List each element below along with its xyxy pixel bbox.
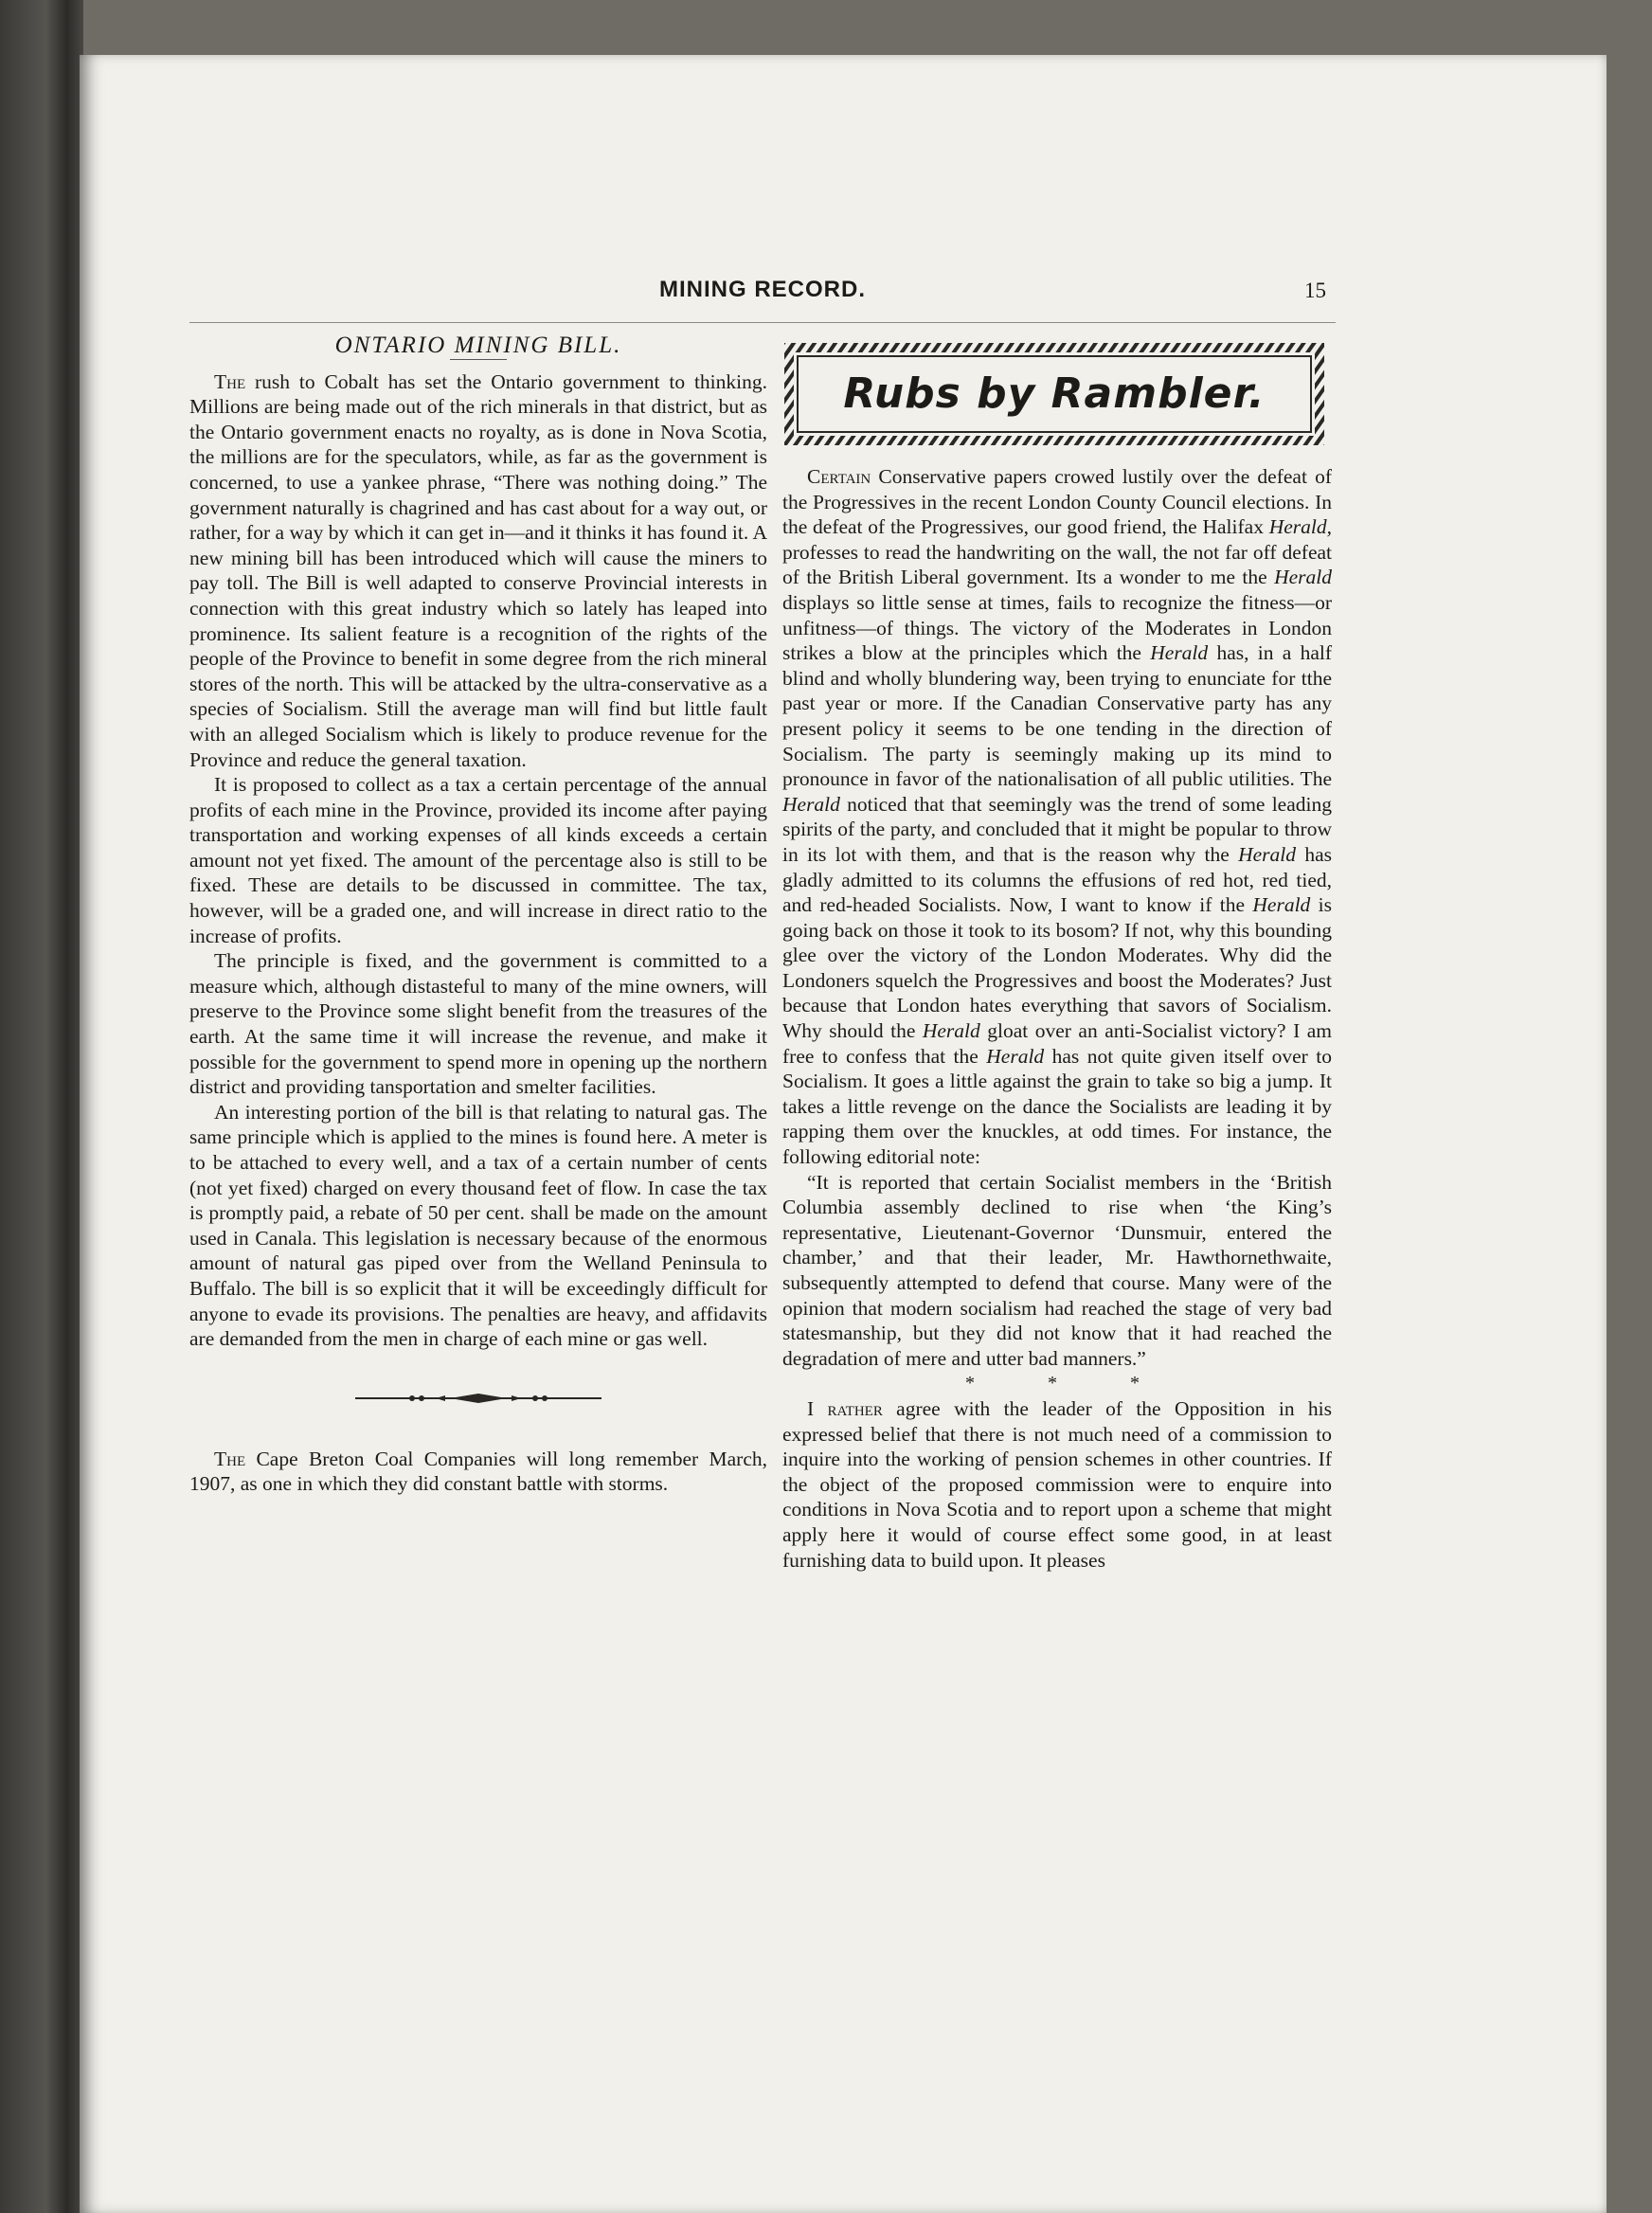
paragraph-text: displays so little sense at times, fails to recognize the fitness—or unfitness—of things. The victory of the Moderates in London strikes a blow at the principles which the	[782, 590, 1332, 665]
paragraph: An interesting portion of the bill is that relating to natural gas. The same principle which is applied to the mines is found here. A meter is to be attached to every well, and a tax of a certain number of cents (not yet fixed) charged on every thousand feet of flow. In case the tax is promptly paid, a rebate of 50 per cent. shall be made on the amount used in Canala. This legislation is necessary because of the enormous amount of natural gas piped over from the Welland Peninsula to Buffalo. The bill is so explicit that it will be exceedingly difficult for anyone to evade its provisions. The penalties are heavy, and affidavits are demanded from the men in charge of each mine or gas well.	[189, 1100, 767, 1351]
paragraph-text: professes to read the handwriting on the wall, the not far off defeat of the British Liberal government. Its a wonder to me the	[782, 540, 1332, 589]
section-break-stars: * * *	[965, 1373, 1174, 1394]
newspaper-name: Herald,	[1268, 515, 1332, 539]
title-rule	[450, 359, 507, 360]
newspaper-name: Herald	[782, 792, 840, 816]
column-heading-box	[782, 341, 1326, 447]
left-column	[189, 333, 767, 1497]
paragraph: The principle is fixed, and the government is committed to a measure which, although distasteful to many of the mine owners, will preserve to the Province some slight benefit from the treasures of the earth. At the same time it will increase the revenue, and make it possible for the government to spend more in opening up the northern district and providing tansportation and smelter facilities.	[189, 949, 767, 1099]
paragraph-text: has, in a half blind and wholly blundering way, been trying to enunciate for tthe past year or more. If the Canadian Conservative party has any present policy it seems to be one tending in the direction of Socialism. The party is seemingly making up its mind to pronounce in favor of the nationalisation of all public utilities. The	[782, 641, 1332, 791]
paragraph	[189, 1447, 767, 1497]
header-rule	[189, 322, 1336, 323]
lead-word: The	[214, 1447, 246, 1470]
right-column	[782, 341, 1332, 1573]
paragraph	[782, 464, 1332, 1170]
column-heading: Rubs by Rambler.	[843, 369, 1266, 418]
paragraph-text: is going back on those it took to its bosom? If not, why this bounding glee over the victory of the London Moderates. Why did the Londoners squelch the Progressives and boost the Moderates? Just because that London hates everything that savors of Socialism. Why should the	[782, 893, 1332, 1043]
paragraph-text: rush to Cobalt has set the Ontario government to thinking. Millions are being made out of the rich minerals in that district, but as the Ontario government enacts no royalty, as is done in Nova Scotia, the millions are for the speculators, while, as far as the government is concerned, to use a yankee phrase, “There was nothing doing.” The government naturally is chagrined and has cast about for a way out, or rather, for a way by which it can get in—and it thinks it has found it. A new mining bill has been introduced which will cause the miners to pay toll. The Bill is well adapted to conserve Provincial interests in connection with this great industry which so lately has leaped into prominence. Its salient feature is a recognition of the rights of the people of the Province to benefit in some degree from the rich mineral stores of the north. This will be attacked by the ultra-conservative as a species of Socialism. Still the average man will find but little fault with an alleged Socialism which is likely to produce revenue for the Province and reduce the general taxation.	[189, 369, 767, 771]
paragraph: It is proposed to collect as a tax a certain percentage of the annual profits of each mine in the Province, provided its income after paying transportation and working expenses of all kinds exceeds a certain amount not yet fixed. The amount of the percentage also is still to be fixed. These are details to be discussed in committee. The tax, however, will be a graded one, and will increase in direct ratio to the increase of profits.	[189, 773, 767, 947]
paragraph-text: gloat over an anti-Socialist victory? I am free to confess that the	[782, 1019, 1332, 1068]
page-number: 15	[1304, 279, 1326, 302]
newspaper-name: Herald	[922, 1019, 980, 1043]
paragraph-text: has not quite given itself over to Socialism. It goes a little against the grain to take so big a jump. It takes a little revenge on the dance the Socialists are leading it by rapping them over the knuckles, at odd times. For instance, the following editorial note:	[782, 1044, 1332, 1169]
lead-word: The	[214, 369, 246, 393]
lead-word: I rather	[807, 1396, 883, 1420]
ornamental-divider	[355, 1392, 602, 1405]
paragraph-text: agree with the leader of the Opposition in his expressed belief that there is not much need of a commission to inquire into the working of pension schemes in other countries. If the object of the proposed commission were to enquire into conditions in Nova Scotia and to report upon a scheme that might apply here it would of course effect some good, in at least furnishing data to build upon. It pleases	[782, 1396, 1333, 1572]
article-title: ONTARIO MINING BILL.	[334, 333, 622, 358]
paragraph-text: Conservative papers crowed lustily over the defeat of the Progressives in the recent London County Council elections. In the defeat of the Progressives, our good friend, the Halifax	[782, 465, 1332, 539]
paragraph-text: has gladly admitted to its columns the effusions of red hot, red tied, and red-headed Socialists. Now, I want to know if the	[782, 842, 1332, 917]
lead-word: Certain	[807, 465, 871, 488]
heading-box-inner	[796, 354, 1313, 434]
newspaper-name: Herald	[986, 1044, 1045, 1068]
paragraph	[782, 1396, 1332, 1573]
paragraph	[189, 369, 767, 773]
newspaper-name: Herald	[1252, 893, 1311, 917]
page-header	[199, 277, 1326, 315]
newspaper-name: Herald	[1150, 641, 1209, 665]
book-binding	[0, 0, 83, 2213]
running-title: MINING RECORD.	[659, 277, 866, 302]
newspaper-name: Herald	[1238, 842, 1297, 866]
newspaper-name: Herald	[1274, 566, 1332, 589]
quoted-editorial: “It is reported that certain Socialist members in the ‘British Columbia assembly declined to rise when ‘the King’s representative, Lieutenant-Governor ‘Dunsmuir, entered the chamber,’ and that their leader, Mr. Hawthornethwaite, subsequently attempted to defend that course. Many were of the opinion that modern socialism had reached the stage of very bad statesmanship, but they did not know that it had reached the degradation of mere and utter bad manners.”	[782, 1170, 1332, 1370]
paragraph-text: noticed that that seemingly was the trend of some leading spirits of the party, and concluded that it might be popular to throw in its lot with them, and that is the reason why the	[782, 792, 1332, 866]
paragraph-text: Cape Breton Coal Companies will long remember March, 1907, as one in which they did constant battle with storms.	[189, 1447, 767, 1496]
